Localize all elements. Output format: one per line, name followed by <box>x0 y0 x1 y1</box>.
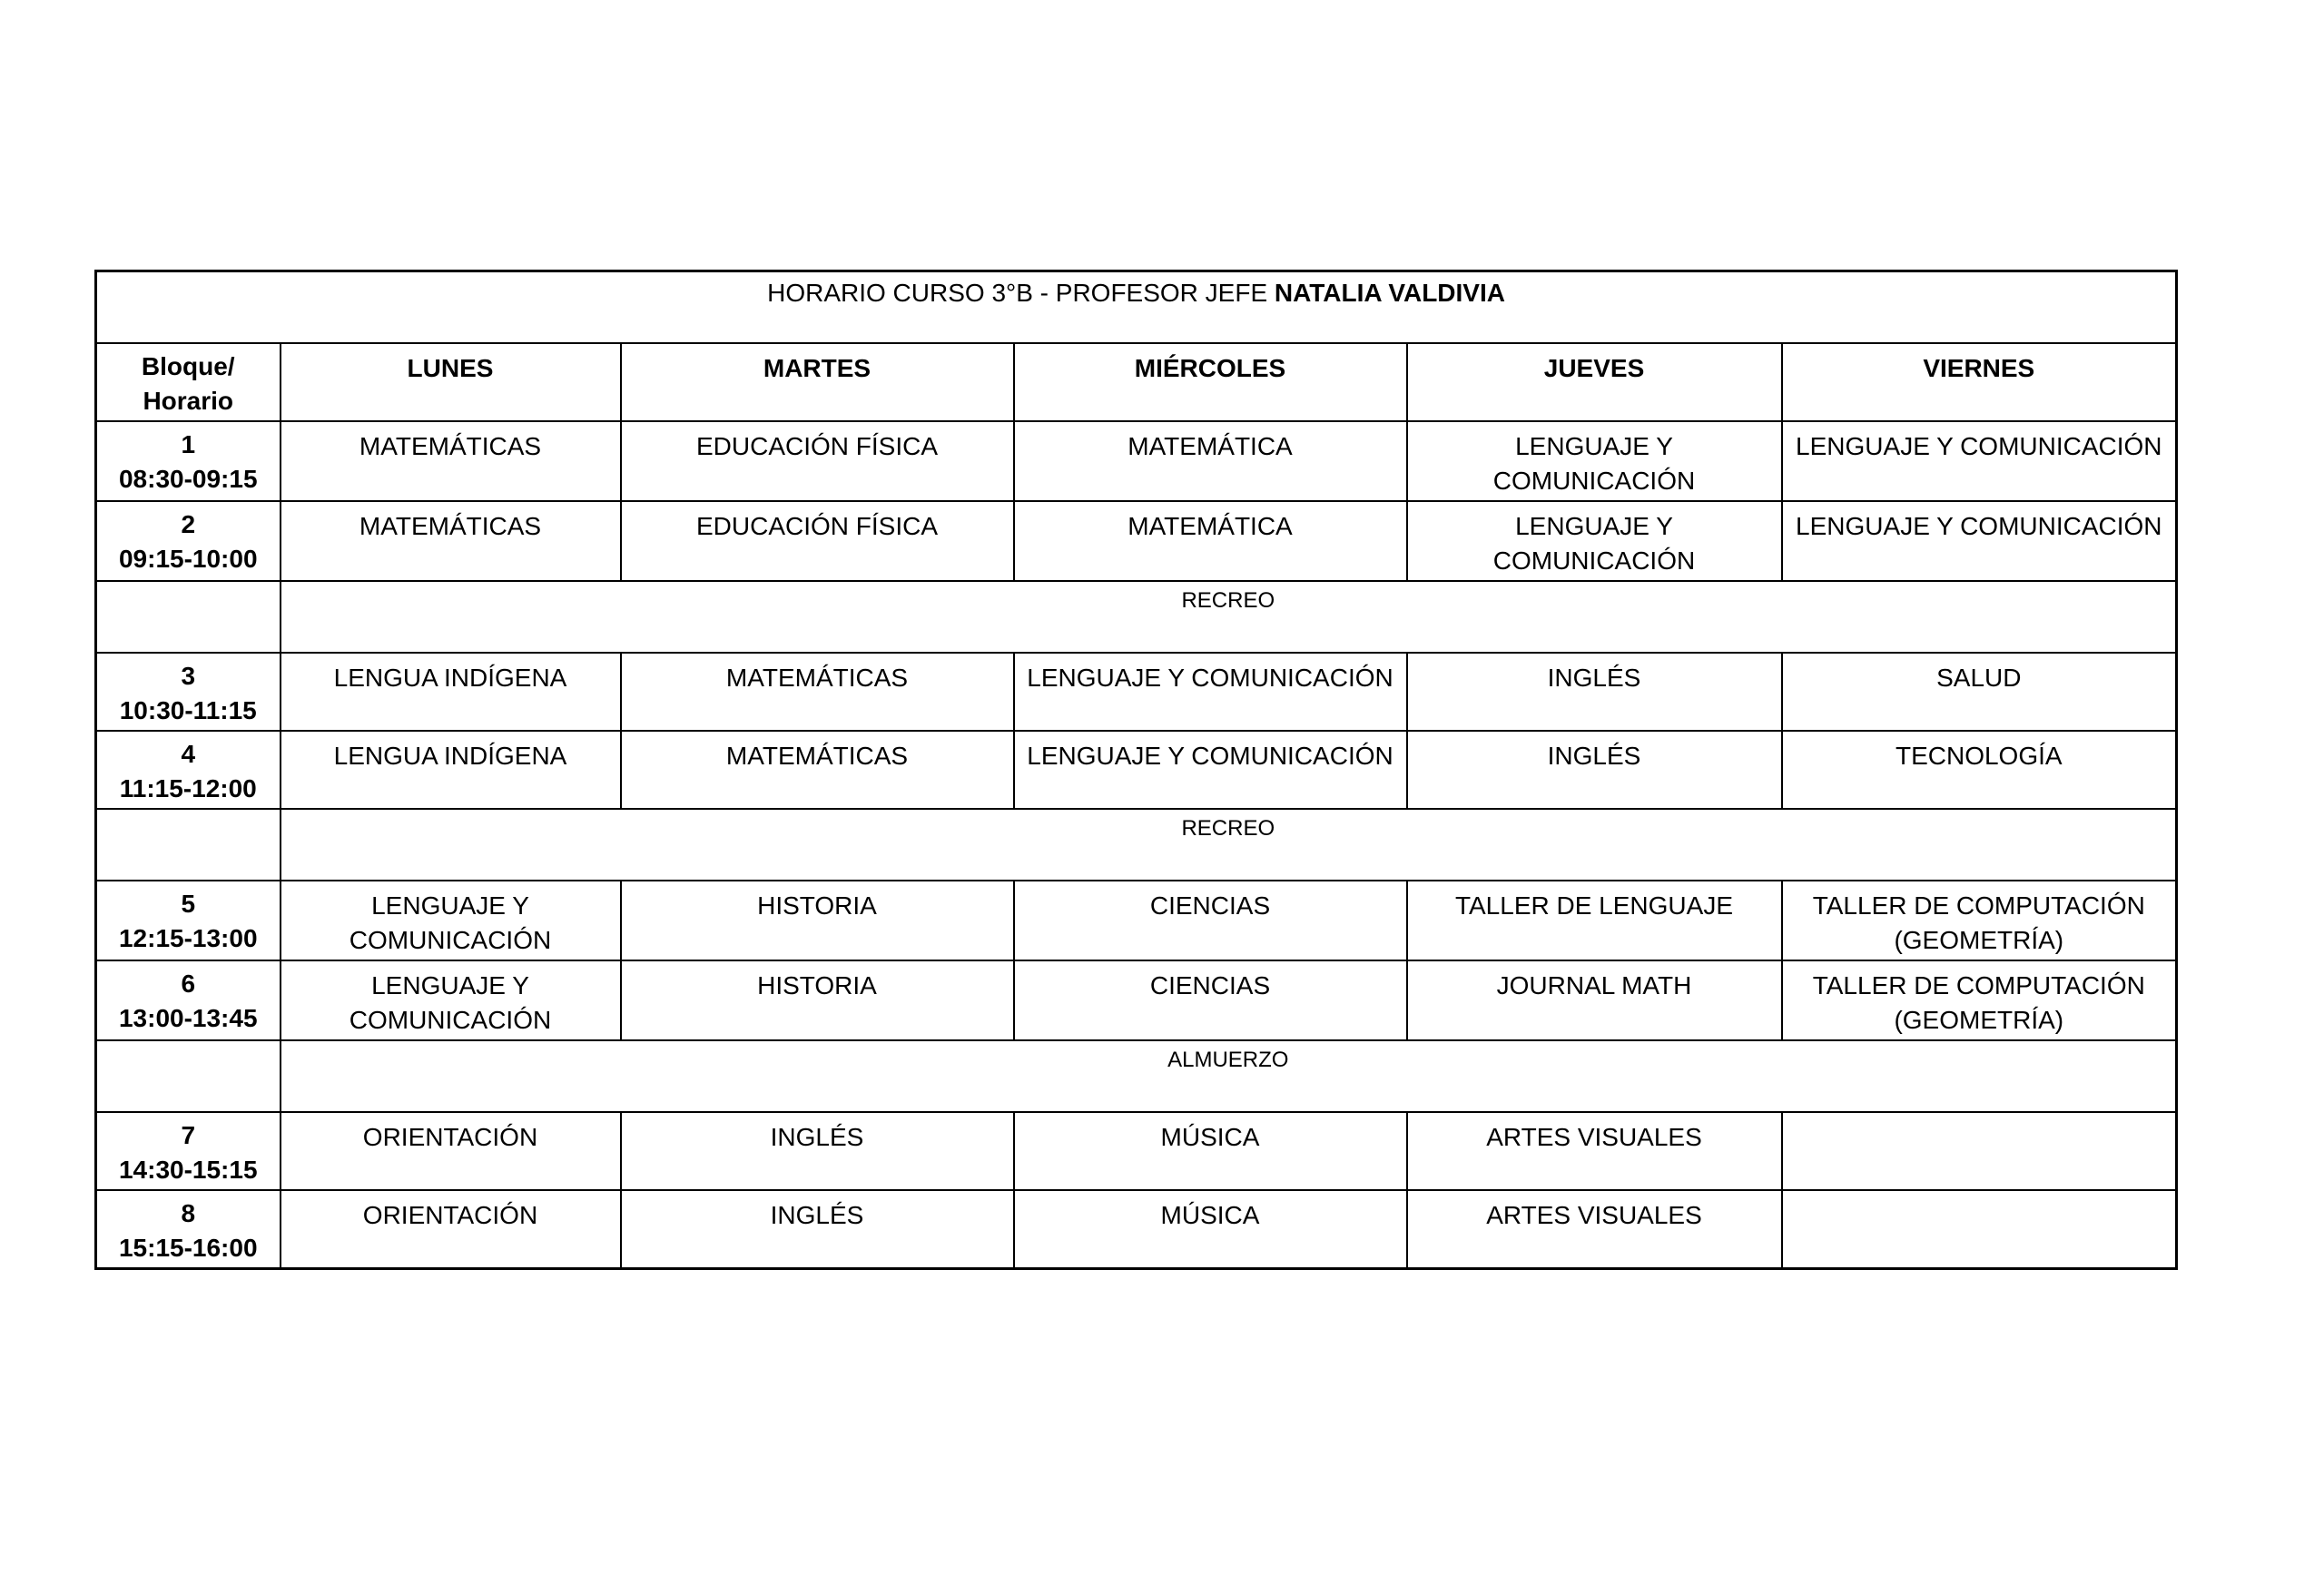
block-number: 8 <box>181 1198 196 1227</box>
teacher-name: NATALIA VALDIVIA <box>1274 279 1505 307</box>
subject-cell <box>1782 881 2177 960</box>
day-header-miercoles: MIÉRCOLES <box>1014 343 1407 421</box>
day-header-martes: MARTES <box>621 343 1014 421</box>
subject-text: LENGUA INDÍGENA <box>333 741 567 770</box>
subject-cell <box>621 1112 1014 1190</box>
title-row <box>96 271 2177 343</box>
block-time: 10:30-11:15 <box>119 695 257 724</box>
subject-cell <box>281 960 621 1040</box>
block-cell <box>96 731 281 809</box>
day-header-viernes: VIERNES <box>1782 343 2177 421</box>
subject-text: MATEMÁTICA <box>1128 511 1293 540</box>
subject-cell <box>1014 501 1407 581</box>
subject-text: LENGUAJE Y COMUNICACIÓN <box>1492 431 1696 495</box>
subject-text: TALLER DE COMPUTACIÓN <box>1812 970 2145 999</box>
schedule-row <box>96 1112 2177 1190</box>
subject-text: EDUCACIÓN FÍSICA <box>695 511 939 540</box>
subject-cell <box>1407 653 1782 731</box>
schedule-title <box>96 271 2177 343</box>
subject-cell <box>621 731 1014 809</box>
schedule-row <box>96 731 2177 809</box>
subject-text: HISTORIA <box>757 891 877 920</box>
subject-text: LENGUAJE Y COMUNICACIÓN <box>1027 741 1393 770</box>
subject-cell <box>1014 1190 1407 1269</box>
subject-text: MATEMÁTICAS <box>359 431 542 460</box>
subject-cell <box>1014 881 1407 960</box>
subject-text: LENGUAJE Y <box>371 891 529 920</box>
block-number: 4 <box>181 739 196 768</box>
subject-cell <box>281 501 621 581</box>
subject-text: INGLÉS <box>770 1122 864 1151</box>
block-cell <box>96 881 281 960</box>
subject-cell <box>1407 960 1782 1040</box>
subject-text: LENGUAJE Y COMUNICACIÓN <box>1492 511 1696 575</box>
subject-cell <box>281 731 621 809</box>
break-label: RECREO <box>281 581 2177 653</box>
subject-cell <box>621 501 1014 581</box>
subject-text: ARTES VISUALES <box>1486 1122 1702 1151</box>
subject-text: COMUNICACIÓN <box>349 1005 552 1034</box>
subject-cell <box>281 1112 621 1190</box>
subject-cell <box>1014 960 1407 1040</box>
subject-text: LENGUAJE Y COMUNICACIÓN <box>1796 511 2162 540</box>
block-time: 12:15-13:00 <box>118 923 258 952</box>
subject-text: CIENCIAS <box>1149 891 1271 920</box>
block-time: 11:15-12:00 <box>119 773 257 802</box>
break-block-cell <box>96 581 281 653</box>
subject-text: HISTORIA <box>757 970 877 999</box>
block-number: 6 <box>181 969 196 998</box>
subject-cell <box>1782 421 2177 501</box>
subject-text: INGLÉS <box>1547 741 1641 770</box>
day-header-jueves: JUEVES <box>1407 343 1782 421</box>
break-label: RECREO <box>281 809 2177 881</box>
subject-text: TECNOLOGÍA <box>1895 741 2063 770</box>
block-number: 1 <box>181 429 196 458</box>
block-cell <box>96 653 281 731</box>
subject-text: CIENCIAS <box>1149 970 1271 999</box>
subject-text: LENGUA INDÍGENA <box>333 663 567 692</box>
subject-text: INGLÉS <box>1547 663 1641 692</box>
schedule-table <box>94 270 2178 1270</box>
block-cell <box>96 421 281 501</box>
subject-text: MATEMÁTICAS <box>359 511 542 540</box>
schedule-row <box>96 1190 2177 1269</box>
break-block-cell <box>96 809 281 881</box>
block-number: 7 <box>181 1120 196 1149</box>
subject-cell <box>621 881 1014 960</box>
schedule-row <box>96 421 2177 501</box>
subject-text: MÚSICA <box>1160 1200 1260 1229</box>
break-block-cell <box>96 1040 281 1112</box>
block-time: 15:15-16:00 <box>118 1233 258 1262</box>
schedule-row <box>96 960 2177 1040</box>
subject-text: MATEMÁTICAS <box>725 741 909 770</box>
block-number: 3 <box>181 661 196 690</box>
block-number: 2 <box>181 509 196 538</box>
subject-text: EDUCACIÓN FÍSICA <box>695 431 939 460</box>
subject-cell <box>281 421 621 501</box>
subject-text: COMUNICACIÓN <box>349 925 552 954</box>
subject-cell <box>1782 1112 2177 1190</box>
block-cell <box>96 501 281 581</box>
block-header-line1: Bloque/ <box>141 351 235 380</box>
subject-cell <box>1407 731 1782 809</box>
subject-text: TALLER DE LENGUAJE <box>1454 891 1734 920</box>
subject-text: (GEOMETRÍA) <box>1894 1005 2064 1034</box>
subject-text: LENGUAJE Y COMUNICACIÓN <box>1027 663 1393 692</box>
subject-cell <box>1782 1190 2177 1269</box>
subject-text: ORIENTACIÓN <box>362 1200 538 1229</box>
schedule-row <box>96 501 2177 581</box>
subject-text: LENGUAJE Y COMUNICACIÓN <box>1796 431 2162 460</box>
subject-cell <box>1407 1190 1782 1269</box>
block-cell <box>96 960 281 1040</box>
subject-cell <box>1014 421 1407 501</box>
break-row <box>96 809 2177 881</box>
break-row <box>96 1040 2177 1112</box>
title-prefix: HORARIO CURSO 3°B - PROFESOR JEFE <box>767 279 1268 307</box>
break-row <box>96 581 2177 653</box>
block-cell <box>96 1112 281 1190</box>
subject-cell <box>621 421 1014 501</box>
subject-text: SALUD <box>1936 663 2022 692</box>
break-label: ALMUERZO <box>281 1040 2177 1112</box>
subject-cell <box>1014 653 1407 731</box>
subject-cell <box>1407 501 1782 581</box>
subject-cell <box>1014 1112 1407 1190</box>
subject-text: ARTES VISUALES <box>1486 1200 1702 1229</box>
subject-cell <box>281 653 621 731</box>
schedule-row <box>96 881 2177 960</box>
subject-cell <box>281 1190 621 1269</box>
subject-cell <box>1407 881 1782 960</box>
subject-cell <box>621 1190 1014 1269</box>
block-header <box>96 343 281 421</box>
block-header-line2: Horario <box>143 386 234 415</box>
subject-cell <box>621 960 1014 1040</box>
subject-text: MATEMÁTICAS <box>725 663 909 692</box>
subject-text: MATEMÁTICA <box>1128 431 1293 460</box>
header-row <box>96 343 2177 421</box>
subject-cell <box>1782 960 2177 1040</box>
subject-text: LENGUAJE Y <box>371 970 529 999</box>
subject-cell <box>1782 501 2177 581</box>
schedule-row <box>96 653 2177 731</box>
subject-text: JOURNAL MATH <box>1496 970 1692 999</box>
block-time: 09:15-10:00 <box>118 544 258 573</box>
subject-text: (GEOMETRÍA) <box>1894 925 2064 954</box>
block-time: 13:00-13:45 <box>118 1003 258 1032</box>
block-time: 14:30-15:15 <box>118 1155 258 1184</box>
subject-cell <box>1407 421 1782 501</box>
block-time: 08:30-09:15 <box>118 464 258 493</box>
subject-text: ORIENTACIÓN <box>362 1122 538 1151</box>
subject-cell <box>1407 1112 1782 1190</box>
subject-text: MÚSICA <box>1160 1122 1260 1151</box>
subject-cell <box>621 653 1014 731</box>
subject-cell <box>281 881 621 960</box>
day-header-lunes: LUNES <box>281 343 621 421</box>
subject-text: TALLER DE COMPUTACIÓN <box>1812 891 2145 920</box>
block-cell <box>96 1190 281 1269</box>
subject-text: INGLÉS <box>770 1200 864 1229</box>
subject-cell <box>1782 653 2177 731</box>
block-number: 5 <box>181 889 196 918</box>
subject-cell <box>1014 731 1407 809</box>
subject-cell <box>1782 731 2177 809</box>
